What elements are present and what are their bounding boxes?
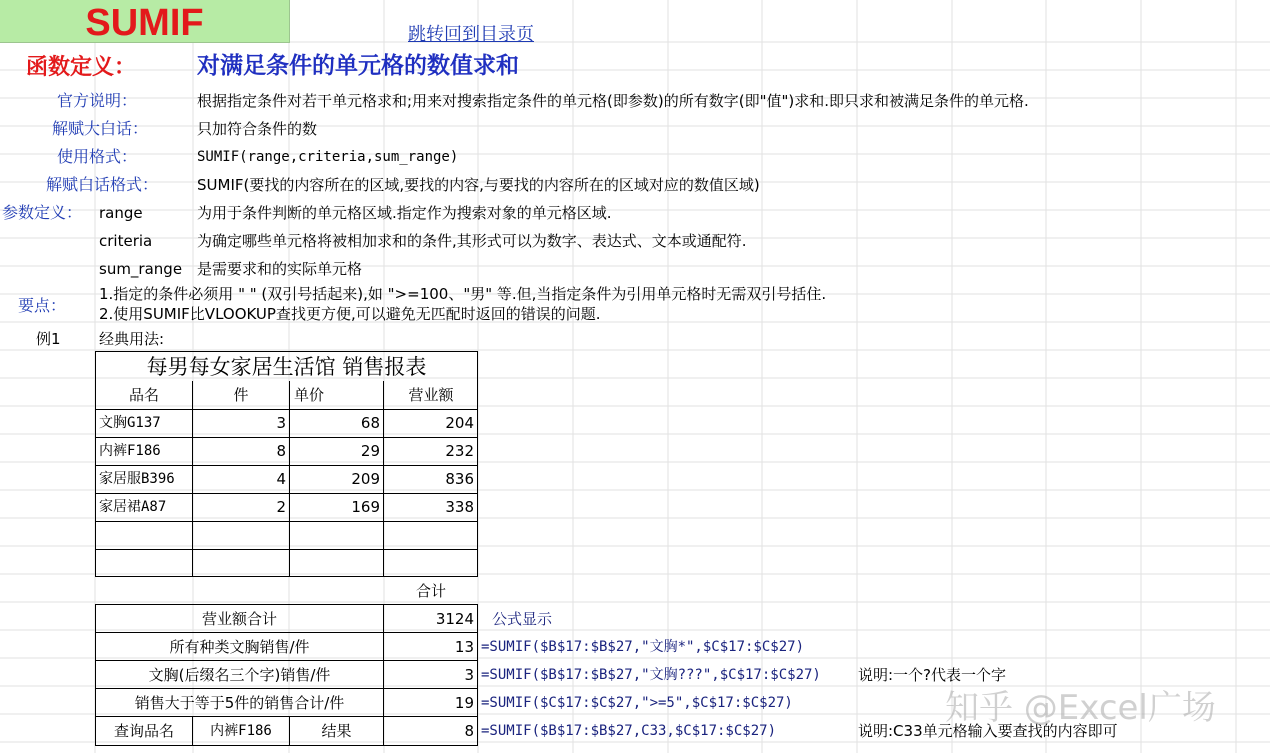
table-cell[interactable]: 家居裙A87 xyxy=(99,499,167,515)
definition-text: 对满足条件的单元格的数值求和 xyxy=(197,52,519,79)
official-text: 根据指定条件对若干单元格求和;用来对搜索指定条件的单元格(即参数)的所有数字(即"值")求和.即只求和被满足条件的单元格. xyxy=(197,92,1029,110)
point-item: 1.指定的条件必须用 " " (双引号括起来),如 ">=100、"男" 等.但,当指定条件为引用单元格时无需双引号括住. xyxy=(99,285,827,303)
table-cell[interactable]: 29 xyxy=(360,442,380,460)
point-item: 2.使用SUMIF比VLOOKUP查找更方便,可以避免无匹配时返回的错误的问题. xyxy=(99,305,601,323)
definition-label: 函数定义： xyxy=(26,54,137,80)
column-header: 件 xyxy=(233,386,249,404)
table-border xyxy=(95,521,478,522)
param-name: criteria xyxy=(99,232,153,250)
table-cell[interactable]: 209 xyxy=(351,470,380,488)
points-label: 要点： xyxy=(18,296,67,315)
lookup-result-label: 结果 xyxy=(321,722,352,740)
column-header: 单价 xyxy=(294,386,325,404)
column-header: 品名 xyxy=(128,386,159,404)
summary-label: 营业额合计 xyxy=(201,610,277,628)
table-cell[interactable]: 家居服B396 xyxy=(99,471,175,487)
param-desc: 为用于条件判断的单元格区域.指定作为搜索对象的单元格区域. xyxy=(197,204,612,222)
example-label: 例1 xyxy=(36,330,61,348)
param-desc: 是需要求和的实际单元格 xyxy=(197,260,363,278)
table-cell[interactable]: 4 xyxy=(276,470,286,488)
table-cell[interactable]: 68 xyxy=(360,414,380,432)
formula-text: =SUMIF($B$17:$B$27,"文胸???",$C$17:$C$27) xyxy=(481,667,821,683)
table-cell[interactable]: 169 xyxy=(351,498,380,516)
table-cell[interactable]: 836 xyxy=(445,470,474,488)
formula-note: 说明:一个?代表一个字 xyxy=(858,666,1007,684)
table-border xyxy=(95,549,478,550)
table-cell[interactable]: 204 xyxy=(445,414,474,432)
param-desc: 为确定哪些单元格将被相加求和的条件,其形式可以为数字、表达式、文本或通配符. xyxy=(197,232,747,250)
usage-text: SUMIF(range,criteria,sum_range) xyxy=(197,149,459,165)
formula-text: =SUMIF($B$17:$B$27,"文胸*",$C$17:$C$27) xyxy=(481,639,805,655)
param-name: range xyxy=(99,204,143,222)
table-cell[interactable]: 文胸G137 xyxy=(99,415,161,431)
summary-label: 销售大于等于5件的销售合计/件 xyxy=(134,694,345,712)
formula-text: =SUMIF($B$17:$B$27,C33,$C$17:$C$27) xyxy=(481,723,777,739)
lookup-value[interactable]: 8 xyxy=(464,722,474,740)
official-label: 官方说明： xyxy=(56,91,137,110)
back-to-index-link[interactable]: 跳转回到目录页 xyxy=(408,24,534,45)
plain-label: 解赋大白话： xyxy=(51,119,148,138)
table-cell[interactable]: 8 xyxy=(276,442,286,460)
function-name-title: SUMIF xyxy=(85,2,204,44)
summary-value[interactable]: 19 xyxy=(454,694,474,712)
table-cell[interactable]: 3 xyxy=(276,414,286,432)
formula-text: =SUMIF($C$17:$C$27,">=5",$C$17:$C$27) xyxy=(481,695,793,711)
summary-value[interactable]: 3 xyxy=(464,666,474,684)
summary-value[interactable]: 3124 xyxy=(435,610,474,628)
plain-usage-text: SUMIF(要找的内容所在的区域,要找的内容,与要找的内容所在的区域对应的数值区域) xyxy=(197,176,760,194)
table-cell[interactable]: 内裤F186 xyxy=(99,443,161,459)
summary-label: 所有种类文胸销售/件 xyxy=(169,638,310,656)
lookup-input[interactable]: 内裤F186 xyxy=(210,723,272,739)
total-label: 合计 xyxy=(415,582,446,600)
param-name: sum_range xyxy=(99,260,183,278)
lookup-label: 查询品名 xyxy=(113,722,174,740)
table-cell[interactable]: 232 xyxy=(445,442,474,460)
sales-table-title: 每男每女家居生活馆 销售报表 xyxy=(146,355,427,379)
formula-note: 说明:C33单元格输入要查找的内容即可 xyxy=(858,722,1118,740)
column-header: 营业额 xyxy=(408,386,454,404)
summary-label: 文胸(后缀名三个字)销售/件 xyxy=(148,666,331,684)
plain-text: 只加符合条件的数 xyxy=(197,120,318,138)
formula-header: 公式显示 xyxy=(492,610,553,628)
table-cell[interactable]: 338 xyxy=(445,498,474,516)
example-caption: 经典用法: xyxy=(99,330,165,348)
params-label: 参数定义： xyxy=(2,203,83,222)
summary-value[interactable]: 13 xyxy=(454,638,474,656)
watermark: 知乎 @Excel广场 xyxy=(945,688,1216,728)
table-cell[interactable]: 2 xyxy=(276,498,286,516)
plain-usage-label: 解赋白话格式： xyxy=(45,175,158,194)
usage-label: 使用格式： xyxy=(56,147,137,166)
